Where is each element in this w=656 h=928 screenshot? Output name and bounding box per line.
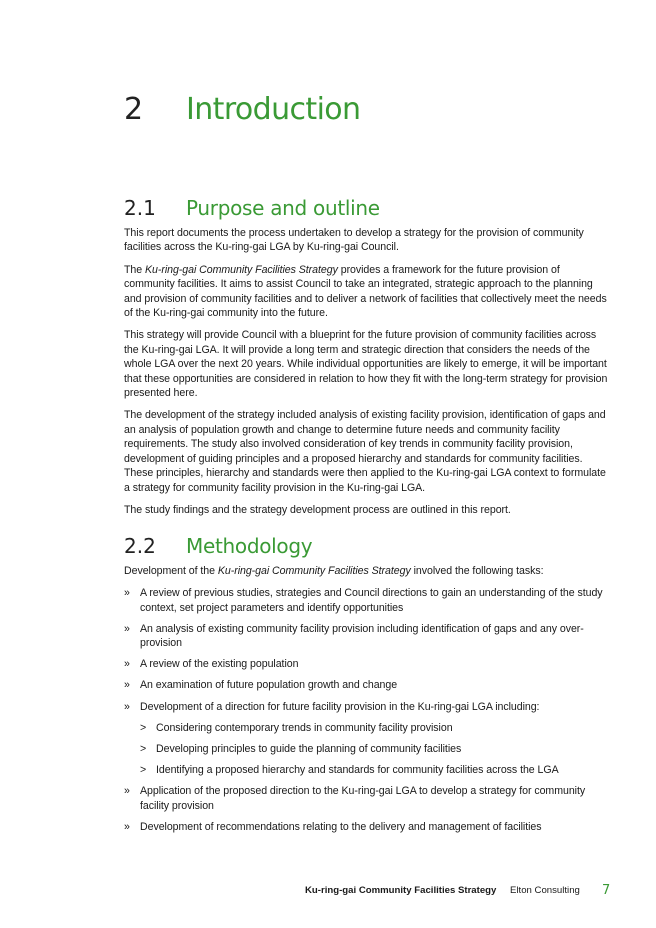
sub-list-item bbox=[140, 763, 609, 777]
list-item-text: A review of previous studies, strategies and Council directions to gain an understanding of the study context, set project parameters and identify opportunities bbox=[140, 587, 603, 614]
bullet-icon: » bbox=[124, 679, 130, 692]
paragraph: The development of the strategy included analysis of existing facility provision, identification of gaps and an analysis of population growth and change to determine future needs and community facility requirements. The study also involved consideration of key trends in community facility provision, development of guiding principles and a proposed hierarchy and standards for community facilities. These principles, hierarchy and standards were then applied to the Ku-ring-gai LGA context to formulate a strategy for community facility provision in the Ku-ring-gai LGA. bbox=[124, 409, 606, 494]
section-number: 2.2 bbox=[124, 534, 156, 558]
list-item bbox=[124, 657, 609, 671]
list-item bbox=[124, 784, 609, 812]
bullet-icon: » bbox=[124, 658, 130, 671]
list-item-text: Development of a direction for future facility provision in the Ku-ring-gai LGA including: bbox=[140, 700, 540, 713]
sub-bullet-icon: > bbox=[140, 721, 147, 734]
paragraph-text: Development of the bbox=[124, 565, 218, 577]
paragraph-text: involved the following tasks: bbox=[410, 565, 544, 577]
sub-list-item-text: Developing principles to guide the planning of community facilities bbox=[156, 743, 462, 756]
strategy-title-italic: Ku-ring-gai Community Facilities Strategy bbox=[217, 565, 411, 577]
sub-bullet-icon: > bbox=[140, 764, 147, 777]
paragraph-text: The bbox=[124, 263, 145, 276]
sub-list-item bbox=[140, 742, 609, 756]
section-heading-purpose bbox=[124, 196, 609, 226]
list-item bbox=[124, 700, 609, 778]
sub-bullet-icon: > bbox=[140, 743, 147, 756]
list-item bbox=[124, 820, 609, 834]
page-footer bbox=[0, 883, 656, 899]
section-purpose bbox=[124, 196, 609, 525]
section-title: Purpose and outline bbox=[186, 196, 380, 220]
task-list bbox=[124, 586, 609, 834]
section-methodology bbox=[124, 534, 609, 841]
paragraph bbox=[124, 564, 609, 578]
bullet-icon: » bbox=[124, 820, 130, 833]
list-item-text: A review of the existing population bbox=[140, 658, 299, 671]
sub-task-list bbox=[140, 721, 609, 778]
list-item-text: An analysis of existing community facility provision including identification of gaps and any over-provision bbox=[140, 622, 584, 650]
chapter-title: Introduction bbox=[186, 92, 361, 127]
bullet-icon: » bbox=[124, 700, 130, 713]
list-item-text: An examination of future population growth and change bbox=[140, 679, 398, 692]
paragraph bbox=[124, 263, 609, 321]
paragraph: This report documents the process undertaken to develop a strategy for the provision of community facilities across the Ku-ring-gai LGA by Ku-ring-gai Council. bbox=[124, 227, 584, 254]
bullet-icon: » bbox=[124, 622, 130, 635]
paragraph: This strategy will provide Council with a blueprint for the future provision of community facilities across the Ku-ring-gai LGA. It will provide a long term and strategic direction that considers the needs of the whole LGA over the next 20 years. While individual opportunities are likely to emerge, it will be important that these opportunities are considered in relation to how they fit with the long-term strategy for provision presented here. bbox=[124, 329, 608, 400]
footer-document-title: Ku-ring-gai Community Facilities Strategy bbox=[305, 885, 497, 896]
strategy-title-italic: Ku-ring-gai Community Facilities Strategy bbox=[145, 263, 338, 276]
list-item-text: Application of the proposed direction to the Ku-ring-gai LGA to develop a strategy for community facility provision bbox=[140, 785, 586, 812]
section-title: Methodology bbox=[186, 534, 313, 558]
list-item bbox=[124, 678, 609, 692]
sub-list-item-text: Considering contemporary trends in community facility provision bbox=[156, 721, 453, 734]
chapter-number: 2 bbox=[124, 92, 144, 127]
list-item bbox=[124, 586, 609, 614]
footer-organisation: Elton Consulting bbox=[510, 885, 580, 896]
page-number: 7 bbox=[602, 883, 611, 898]
paragraph-text: provides a framework for the future provision of community facilities. It aims to assist Council to take an integrated, strategic approach to the planning and provision of community facilities and to deliver a network of facilities that collectively meet the needs of the Ku-ring-gai community into the future. bbox=[124, 263, 607, 320]
list-item bbox=[124, 622, 609, 650]
list-item-text: Development of recommendations relating to the delivery and management of facilities bbox=[140, 820, 542, 833]
section-number: 2.1 bbox=[124, 196, 156, 220]
sub-list-item bbox=[140, 721, 609, 735]
sub-list-item-text: Identifying a proposed hierarchy and standards for community facilities across the LGA bbox=[156, 764, 559, 777]
bullet-icon: » bbox=[124, 587, 130, 600]
paragraph: The study findings and the strategy development process are outlined in this report. bbox=[124, 503, 511, 516]
section-heading-methodology bbox=[124, 534, 609, 564]
bullet-icon: » bbox=[124, 785, 130, 798]
